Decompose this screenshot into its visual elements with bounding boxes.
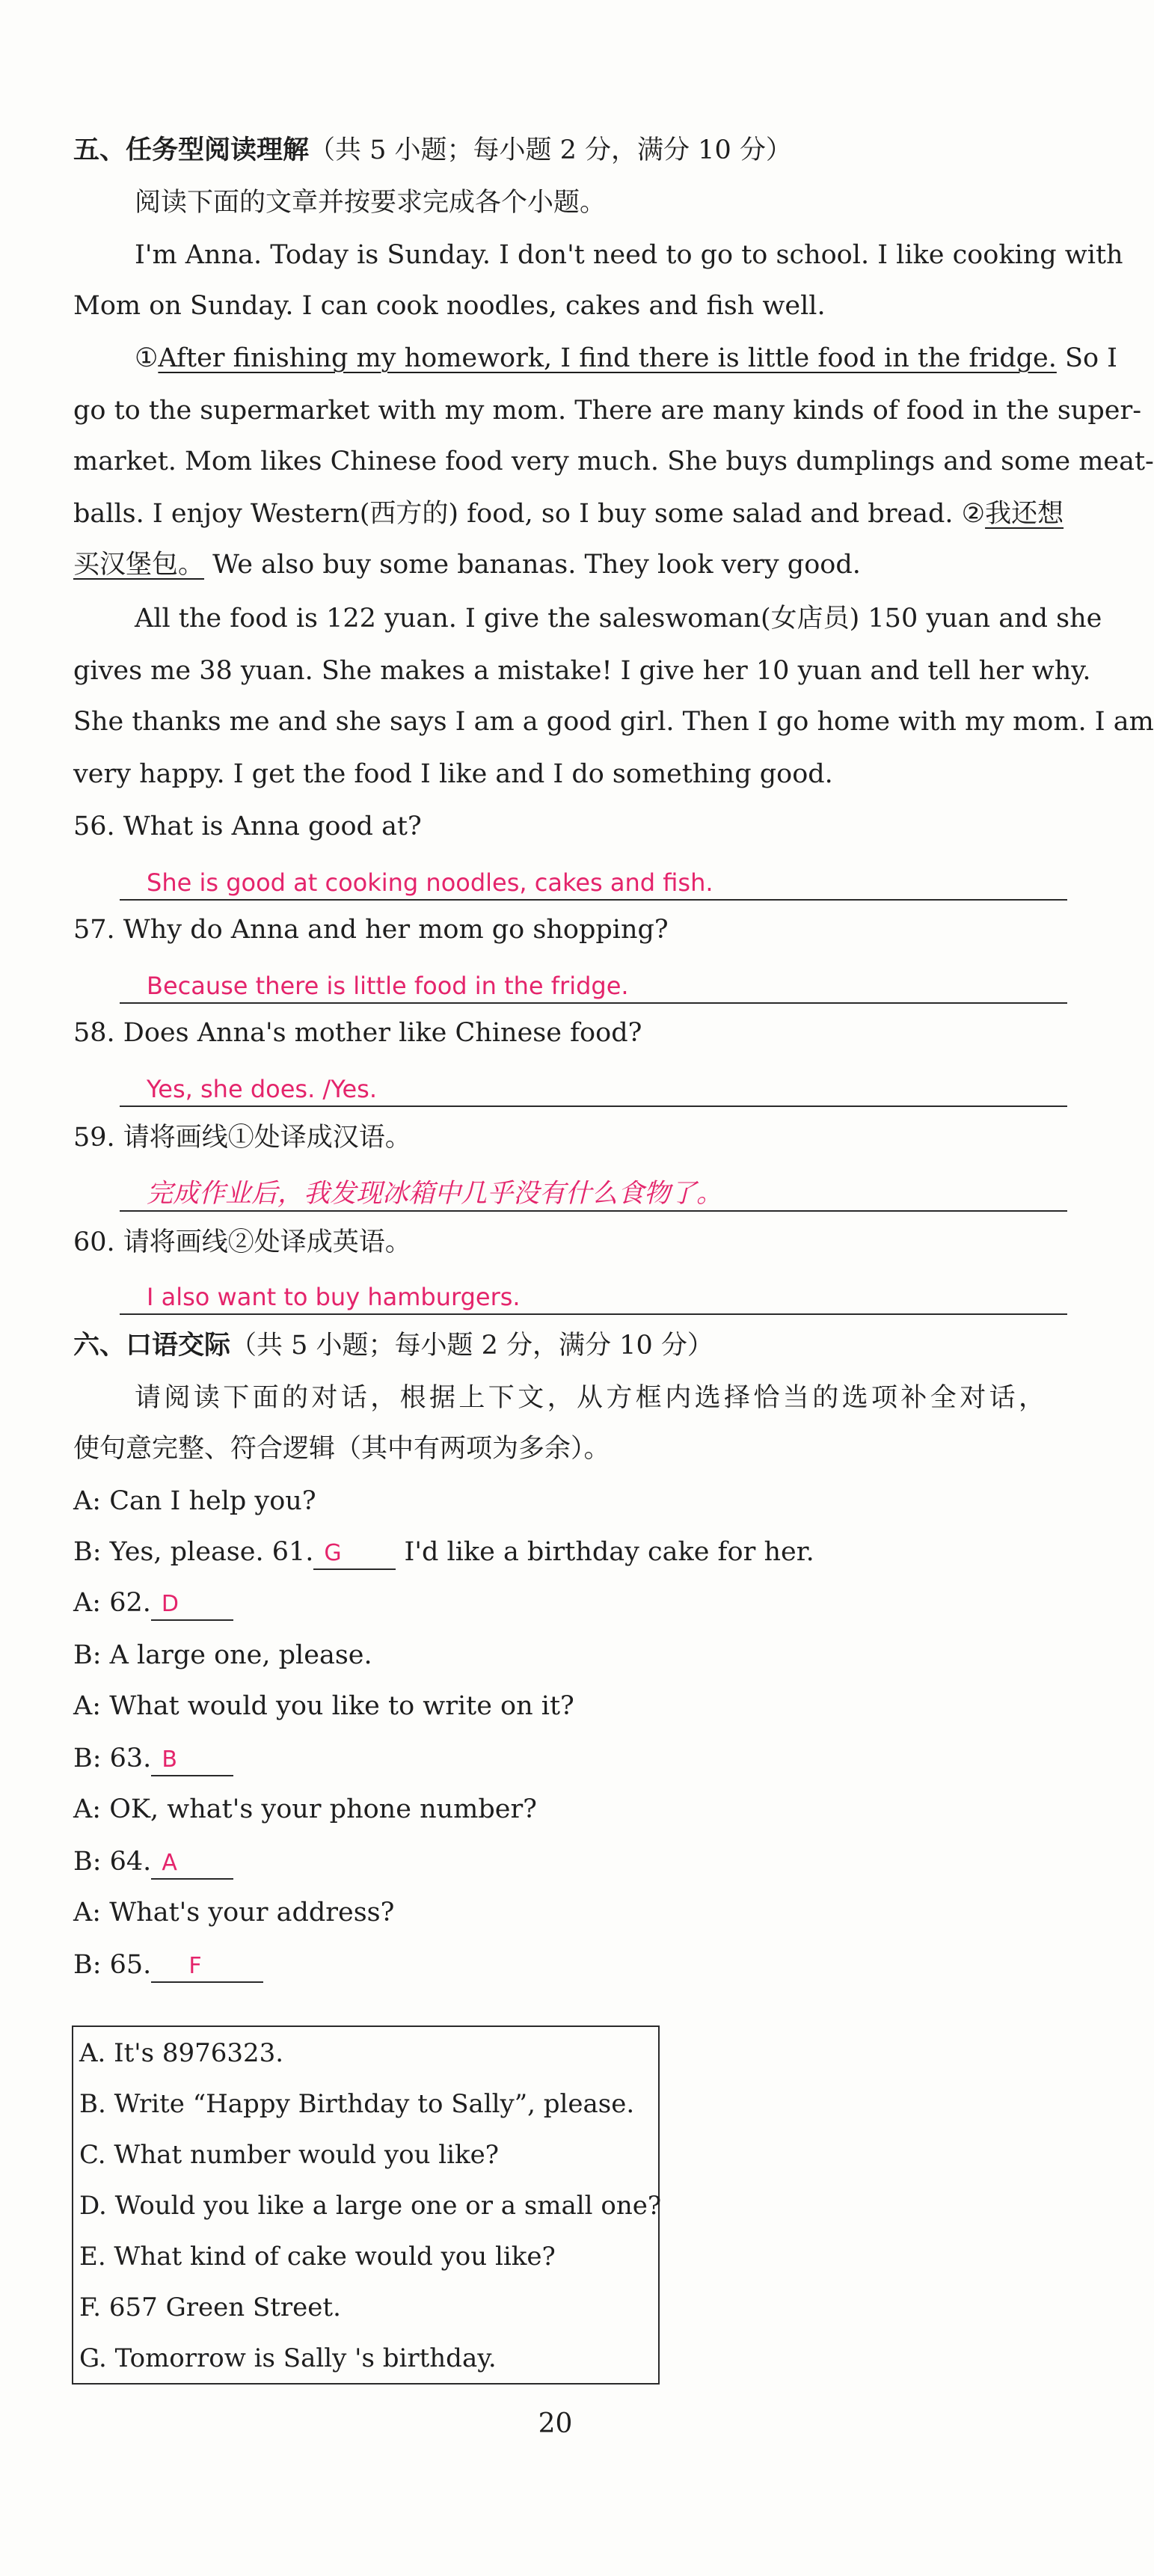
passage-p2-line5: [73, 539, 1045, 591]
dialogue-line-10: [73, 1939, 1045, 1991]
section6-score-note: （共 5 小题；每小题 2 分，满分 10 分）: [230, 1331, 713, 1361]
dialogue-line-8: [73, 1836, 1045, 1888]
section6-instruction-line2: 使句意完整、符合逻辑（其中有两项为多余）。: [73, 1434, 610, 1464]
option-f: F. 657 Green Street.: [79, 2293, 341, 2322]
option-a: A. It's 8976323.: [79, 2038, 284, 2068]
options-box: [72, 2025, 660, 2385]
dialogue-line-1: A: Can I help you?: [73, 1486, 316, 1516]
passage-p3-line2: gives me 38 yuan. She makes a mistake! I give her 10 yuan and tell her why.: [73, 656, 1091, 686]
underlined-sentence-2-end: 买汉堡包。: [73, 550, 205, 580]
blank-62[interactable]: [151, 1586, 233, 1621]
answer-64: A: [162, 1850, 177, 1876]
option-b: B. Write “Happy Birthday to Sally”, please.: [79, 2089, 635, 2119]
passage-p2-line5-rest: We also buy some bananas. They look very good.: [204, 550, 861, 580]
answer-60-field[interactable]: I also want to buy hamburgers.: [120, 1279, 1067, 1315]
answer-59-field[interactable]: 完成作业后，我发现冰箱中几乎没有什么食物了。: [120, 1176, 1067, 1212]
dialogue-line-5: A: What would you like to write on it?: [73, 1691, 574, 1721]
page-number: 20: [538, 2408, 573, 2439]
answer-63: B: [162, 1747, 177, 1773]
marker-1: ①: [135, 343, 159, 373]
section5-heading: [73, 124, 1045, 177]
dialogue-line-8-start: B: 64.: [73, 1847, 152, 1877]
passage-p2-line1-rest: So I: [1056, 343, 1117, 373]
option-g: G. Tomorrow is Sally 's birthday.: [79, 2343, 497, 2373]
option-c: C. What number would you like?: [79, 2140, 499, 2170]
passage-p1-line2: Mom on Sunday. I can cook noodles, cakes and fish well.: [73, 291, 826, 321]
passage-p2-line2: go to the supermarket with my mom. There are many kinds of food in the super-: [73, 396, 1142, 426]
passage-p3-line1: All the food is 122 yuan. I give the saleswoman(女店员) 150 yuan and she: [135, 604, 1102, 634]
passage-p3-line3: She thanks me and she says I am a good girl. Then I go home with my mom. I am: [73, 707, 1154, 737]
question-60: 60. 请将画线②处译成英语。: [73, 1227, 411, 1257]
dialogue-line-2-start: B: Yes, please. 61.: [73, 1537, 314, 1567]
dialogue-line-6: [73, 1732, 1045, 1785]
dialogue-line-4: B: A large one, please.: [73, 1640, 372, 1670]
dialogue-line-6-start: B: 63.: [73, 1744, 152, 1773]
answer-62: D: [161, 1591, 179, 1617]
passage-p1-line1: I'm Anna. Today is Sunday. I don't need to go to school. I like cooking with: [135, 240, 1123, 270]
answer-56-field[interactable]: She is good at cooking noodles, cakes and fish.: [120, 865, 1067, 901]
option-d: D. Would you like a large one or a small one?: [79, 2191, 662, 2221]
question-58: 58. Does Anna's mother like Chinese food?: [73, 1018, 642, 1048]
blank-64[interactable]: [151, 1845, 233, 1880]
section6-title: 六、口语交际: [73, 1330, 231, 1361]
answer-57-field[interactable]: Because there is little food in the fridge.: [120, 968, 1067, 1004]
dialogue-line-3: [73, 1577, 1045, 1629]
underlined-sentence-2-start: 我还想: [985, 499, 1064, 529]
underlined-sentence-1: After finishing my homework, I find there is little food in the fridge.: [158, 343, 1057, 373]
section6-instruction-line1: 请阅读下面的对话，根据上下文，从方框内选择恰当的选项补全对话，: [135, 1383, 1045, 1413]
answer-61: G: [324, 1540, 342, 1566]
section5-instruction: 阅读下面的文章并按要求完成各个小题。: [135, 188, 607, 218]
question-59: 59. 请将画线①处译成汉语。: [73, 1123, 411, 1153]
question-57: 57. Why do Anna and her mom go shopping?: [73, 915, 669, 945]
passage-p2-line4-text: balls. I enjoy Western(西方的) food, so I buy some salad and bread. ②: [73, 499, 986, 529]
answer-58-field[interactable]: Yes, she does. /Yes.: [120, 1071, 1067, 1107]
dialogue-line-10-start: B: 65.: [73, 1950, 152, 1980]
option-e: E. What kind of cake would you like?: [79, 2242, 556, 2272]
section6-heading: [73, 1319, 1045, 1372]
blank-61[interactable]: [313, 1536, 396, 1570]
dialogue-line-2-end: I'd like a birthday cake for her.: [396, 1537, 814, 1567]
dialogue-line-2: [73, 1526, 1045, 1578]
passage-p3-line4: very happy. I get the food I like and I do something good.: [73, 759, 833, 789]
passage-p2-line4: [73, 488, 1064, 540]
dialogue-line-9: A: What's your address?: [73, 1898, 395, 1928]
blank-65[interactable]: [151, 1948, 263, 1983]
question-56: 56. What is Anna good at?: [73, 812, 422, 841]
answer-65: F: [188, 1953, 202, 1979]
dialogue-line-3-start: A: 62.: [73, 1588, 151, 1618]
section5-score-note: （共 5 小题；每小题 2 分，满分 10 分）: [309, 135, 792, 165]
passage-p2-line1: [135, 332, 1117, 384]
passage-p2-line3: market. Mom likes Chinese food very much. She buys dumplings and some meat-: [73, 447, 1154, 476]
dialogue-line-7: A: OK, what's your phone number?: [73, 1794, 537, 1824]
blank-63[interactable]: [151, 1742, 233, 1776]
section5-title: 五、任务型阅读理解: [73, 135, 310, 165]
